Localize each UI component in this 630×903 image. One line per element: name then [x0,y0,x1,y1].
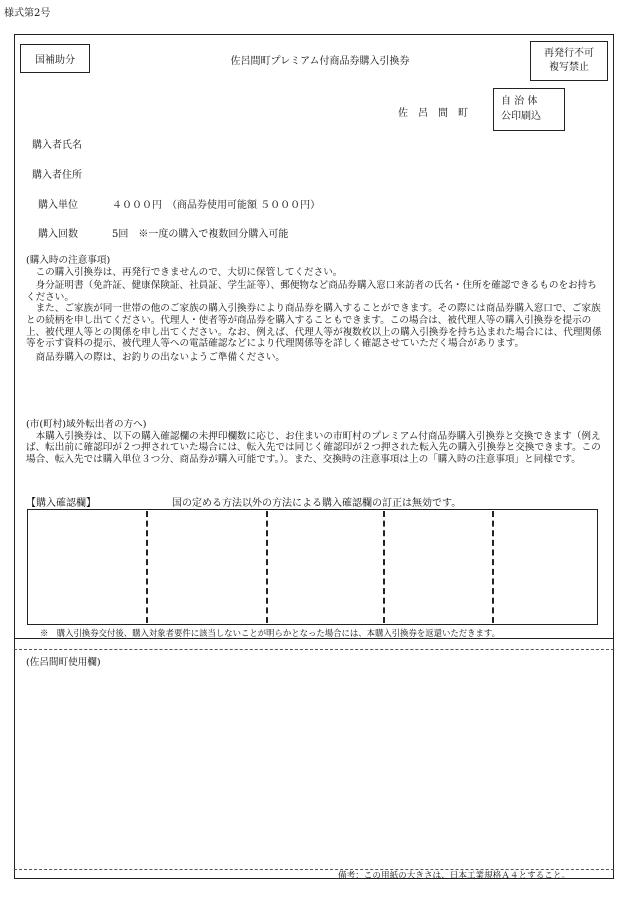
form-number: 様式第2号 [4,8,51,19]
notes-paragraph-2: 身分証明書（免許証、健康保険証、社員証、学生証等）、郵便物など商品券購入窓口来訪者の氏名・住所を確認できるものをお持ちください。 [26,280,597,303]
confirm-stamp-area [27,509,598,625]
purchase-times-label: 購入回数 [38,229,78,240]
cut-line-solid [14,638,614,639]
purchase-times-value: 5回 ※一度の購入で複数回分購入可能 [112,229,289,240]
stamp-divider-1 [146,511,148,623]
transfer-notes [26,419,603,465]
reissue-line1: 再発行不可 [544,48,594,59]
notes-paragraph-4: 商品券購入の際は、お釣りの出ないようご準備ください。 [35,351,286,363]
buyer-name-label: 購入者氏名 [32,140,82,151]
confirm-notice: 国の定める方法以外の方法による購入確認欄の訂正は無効です。 [172,498,462,509]
reissue-notice-box [530,41,608,81]
paper-size-remark: 備考：この用紙の大きさは、日本工業規格Ａ４とすること。 [338,871,571,881]
transfer-paragraph: 本購入引換券は、以下の購入確認欄の未押印欄数に応じ、お住まいの市町村のプレミアム付商品券購入引換券と交換できます（例えば、転出前に確認印が２つ押されていた場合には、転入先では同じく確認印が２つ押された転入先の購入引換券と交換できます。この場合、転入先では購入単位３つ分、商品券が購入可能です。）。また、交換時の注意事項は上の「購入時の注意事項」と同様です。 [26,430,601,465]
stamp-divider-4 [492,511,494,623]
stamp-divider-3 [383,511,385,623]
seal-line1: 自 治 体 [501,96,538,107]
confirm-footnote: ※ 購入引換券交付後、購入対象者要件に該当しないことが明らかとなった場合には、本購入引換券を返還いただきます。 [40,628,500,638]
notes-heading: (購入時の注意事項) [26,255,111,266]
subsidy-label-box [20,44,90,73]
buyer-address-label: 購入者住所 [32,170,82,181]
purchase-unit-label: 購入単位 [38,200,78,211]
stamp-divider-2 [266,511,268,623]
cut-line-dashed [14,649,614,650]
purchase-notes [26,255,603,363]
subsidy-label: 国補助分 [35,55,75,66]
notes-paragraph-3: また、ご家族が同一世帯の他のご家族の購入引換券により商品券を購入することができます。その際には商品券購入窓口で、ご家族との続柄を申し出てください。代理人・使者等が商品券を購入することもできます。この場合は、被代理人等の購入引換券を提示の上、被代理人等との関係を申し出てください。なお、例えば、代理人等が複数枚以上の購入引換券を持ち込まれた場合には、代理関係等を示す資料の提示、被代理人等への電話確認などにより代理関係等を詳しく確認させていただく場合があります。 [26,303,602,350]
seal-line2: 公印刷込 [501,111,541,122]
issuer-town: 佐 呂 間 町 [398,108,468,119]
reissue-line2: 複写禁止 [549,62,589,73]
confirm-label: 【購入確認欄】 [26,498,96,509]
notes-paragraph-1: この購入引換券は、再発行できませんので、大切に保管してください。 [35,266,343,278]
voucher-title: 佐呂間町プレミアム付商品券購入引換券 [230,56,410,67]
town-use-label: (佐呂間町使用欄) [26,657,101,668]
transfer-heading: (市(町村)域外転出者の方へ) [26,419,147,430]
official-seal-box [493,88,565,131]
purchase-unit-value: ４０００円 （商品券使用可能額 ５０００円） [112,200,321,211]
